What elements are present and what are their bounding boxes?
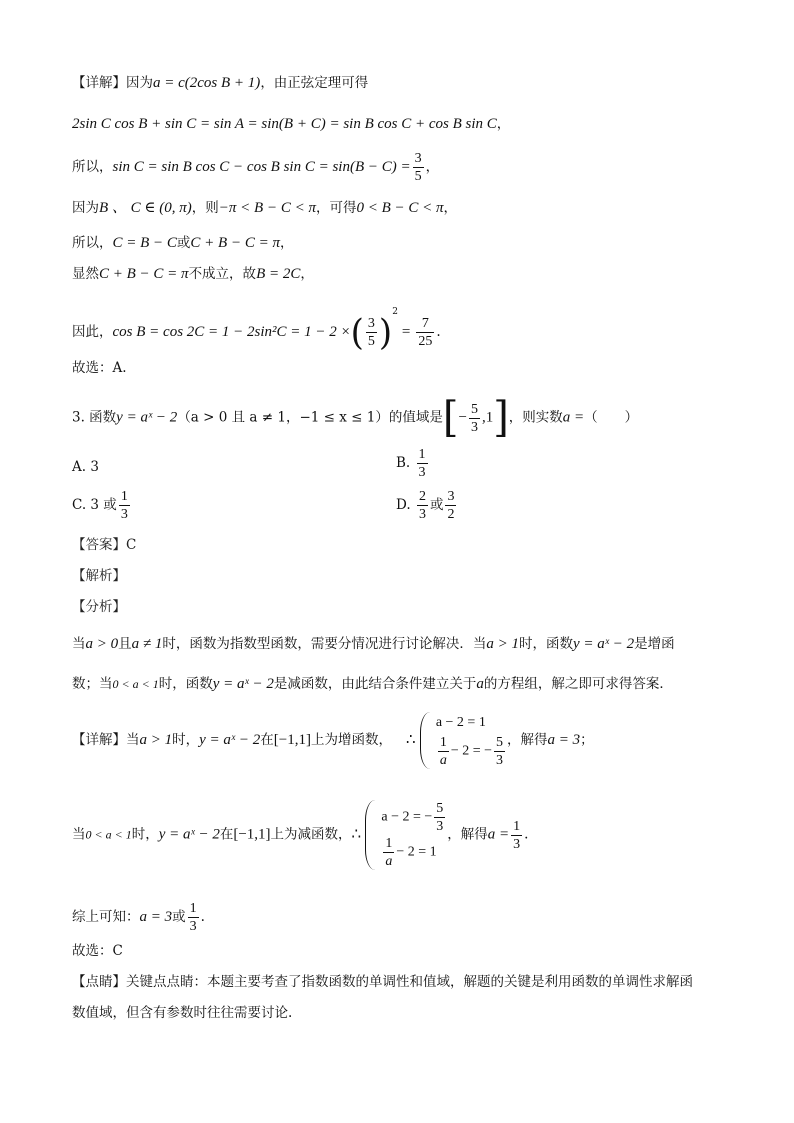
detail-line-3	[72, 150, 439, 185]
formula: a = c(2cos B + 1)	[153, 75, 261, 91]
formula: C + B − C = π	[99, 266, 189, 282]
dianjing-line-1	[72, 972, 693, 992]
text: ，由正弦定理可得	[260, 75, 369, 91]
summary-line: 综上可知：a = 3或 $\frac{1}{3}$ .	[72, 901, 205, 934]
formula: 0 < B − C < π	[356, 200, 444, 216]
formula: C + B − C = π	[190, 235, 280, 251]
detail-line-6: 显然C + B − C = π不成立，故B = 2C，	[72, 266, 314, 282]
answer-label: 【答案】C	[72, 537, 137, 553]
dianjing-text: 【点睛】关键点点睛：本题主要考查了指数函数的单调性和值域，解题的关键是利用函数的单调性求解函	[72, 974, 693, 990]
analysis-label: 【解析】	[72, 568, 126, 584]
choice-line-2	[72, 941, 123, 961]
formula: B 、 C ∈ (0, π)	[99, 200, 192, 216]
option-c: C. 3 或 $\frac{1}{3}$	[72, 489, 128, 522]
detail-line-4: 因为B 、 C ∈ (0, π)，则−π < B − C < π，可得0 < B − C < π，	[72, 200, 458, 216]
text: ，	[425, 159, 440, 175]
formula: cos B = cos 2C = 1 − 2sin²C = 1 − 2 ×	[112, 324, 351, 340]
text: （a > 0 且 a ≠ 1，−1 ≤ x ≤ 1）的值域是	[177, 409, 443, 426]
fraction: $\frac{3}{5}$	[414, 151, 422, 184]
dianjing-text: 数值域，但含有参数时往往需要讨论.	[72, 1005, 293, 1021]
detail-case-1: 【详解】当a > 1时，y = aˣ − 2在[−1,1]上为增函数， ∴ a − 2 = 1 $\frac{1}{a}$ − 2 = − $\frac{5}{3}$ ，解得a = 3；	[72, 712, 594, 769]
option-b: B. $\frac{1}{3}$	[396, 447, 426, 480]
equation-system: a − 2 = 1 $\frac{1}{a}$ − 2 = − $\frac{5}{3}$	[420, 712, 507, 769]
choice-text: 故选：C	[72, 943, 123, 959]
detail-case-2: 当0 < a < 1时，y = aˣ − 2在[−1,1]上为减函数，∴ a − 2 = − $\frac{5}{3}$ $\frac{1}{a}$ − 2 = 1 ，解得a = $\frac{1}{3}$ .	[72, 801, 529, 869]
question-number: 3. 函数	[72, 409, 117, 426]
bracket-left: [	[442, 393, 459, 443]
formula: y = aˣ − 2	[116, 409, 178, 426]
option-d: D. $\frac{2}{3}$ 或 $\frac{3}{2}$	[396, 489, 455, 522]
paren-right: )	[378, 311, 393, 354]
formula: −π < B − C < π	[218, 200, 316, 216]
fraction: $\frac{7}{25}$	[418, 316, 433, 349]
question-3: 3. 函数y = aˣ − 2（a > 0 且 a ≠ 1，−1 ≤ x ≤ 1）的值域是[− $\frac{5}{3}$ ,1]，则实数a =（ ）	[72, 393, 639, 443]
fenxi-line	[72, 597, 126, 617]
bracket-right: ]	[493, 393, 509, 443]
option-a: A. 3	[72, 459, 99, 475]
formula: sin C = sin B cos C − cos B sin C = sin(B − C) =	[112, 159, 411, 175]
dianjing-line-2	[72, 1003, 292, 1023]
text: ，	[496, 116, 511, 132]
fraction: $\frac{3}{5}$	[367, 316, 375, 349]
detail-line-5: 所以，C = B − C或C + B − C = π，	[72, 235, 294, 251]
answer-line	[72, 535, 136, 555]
detail-label: 【详解】	[72, 732, 126, 748]
detail-line-2	[72, 114, 510, 134]
fenxi-label: 【分析】	[72, 599, 126, 615]
detail-line-7: 因此，cos B = cos 2C = 1 − 2sin²C = 1 − 2 ×( $\frac{3}{5}$ )$^2$= $\frac{7}{25}$ .	[72, 307, 441, 354]
analysis-line	[72, 566, 126, 586]
formula: 2sin C cos B + sin C = sin A = sin(B + C) = sin B cos C + cos B sin C	[72, 116, 497, 132]
formula: C = B − C	[112, 235, 177, 251]
equation-system: a − 2 = − $\frac{5}{3}$ $\frac{1}{a}$ − 2 = 1	[365, 800, 447, 870]
formula: B = 2C	[256, 266, 301, 282]
analysis-text-2: 数；当0 < a < 1时，函数y = aˣ − 2是减函数，由此结合条件建立关于a的方程组，解之即可求得答案．	[72, 676, 673, 692]
choice-line-1	[72, 358, 127, 378]
text: 所以，	[72, 159, 113, 175]
detail-line-1	[72, 73, 368, 93]
detail-label: 【详解】	[72, 75, 126, 91]
choice-text: 故选：A.	[72, 360, 127, 376]
fraction: $\frac{5}{3}$	[470, 401, 478, 435]
analysis-text-1: 当a > 0且a ≠ 1时，函数为指数型函数，需要分情况进行讨论解决．当a > 1时，函数y = aˣ − 2是增函	[72, 636, 675, 652]
paren-left: (	[350, 311, 364, 354]
text: 因为	[126, 75, 153, 91]
